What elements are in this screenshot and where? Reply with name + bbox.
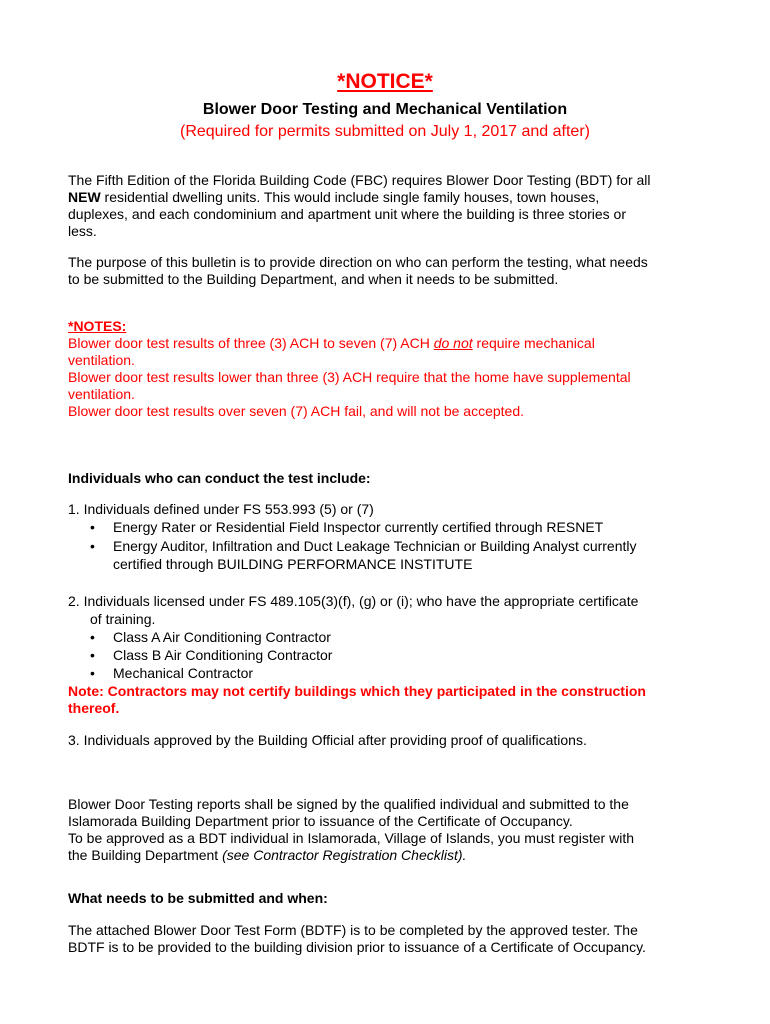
list-item-2: 2. Individuals licensed under FS 489.105(3)(f), (g) or (i); who have the appropriate certificate xyxy=(68,593,639,609)
list-bullet xyxy=(90,665,253,682)
note-line: Blower door test results over seven (7) ACH fail, and will not be accepted. xyxy=(68,403,524,419)
contractor-note-line: Note: Contractors may not certify buildings which they participated in the construction xyxy=(68,683,646,699)
list-item-3: 3. Individuals approved by the Building Official after providing proof of qualifications. xyxy=(68,732,587,748)
note-text: require mechanical xyxy=(472,335,595,351)
intro-line-text: residential dwelling units. This would include single family houses, town houses, xyxy=(100,189,600,205)
list-bullet xyxy=(90,629,331,646)
purpose-paragraph xyxy=(68,254,718,288)
bullet-icon: • xyxy=(90,665,95,681)
bullet-text: Energy Auditor, Infiltration and Duct Leakage Technician or Building Analyst currently xyxy=(113,538,637,554)
submission-heading: What needs to be submitted and when: xyxy=(68,890,328,906)
intro-paragraph xyxy=(68,172,718,240)
reports-line: Blower Door Testing reports shall be signed by the qualified individual and submitted to the xyxy=(68,796,629,812)
list-bullet xyxy=(90,647,332,664)
notes-section xyxy=(68,318,718,420)
bullet-text: Class A Air Conditioning Contractor xyxy=(113,629,331,645)
list-item-2-continuation: of training. xyxy=(90,611,156,627)
list-item-1: 1. Individuals defined under FS 553.993 (5) or (7) xyxy=(68,501,374,517)
notes-heading: *NOTES: xyxy=(68,318,127,334)
reports-line: Islamorada Building Department prior to issuance of the Certificate of Occupancy. xyxy=(68,813,573,829)
bullet-icon: • xyxy=(90,647,95,663)
reports-paragraph xyxy=(68,796,718,864)
intro-line: less. xyxy=(68,223,97,239)
individuals-heading: Individuals who can conduct the test include: xyxy=(68,470,371,486)
list-bullet xyxy=(90,538,637,555)
bullet-text-continuation: certified through BUILDING PERFORMANCE INSTITUTE xyxy=(113,556,473,572)
intro-line: The Fifth Edition of the Florida Building Code (FBC) requires Blower Door Testing (BDT) for all xyxy=(68,172,651,188)
note-text: Blower door test results of three (3) ACH to seven (7) ACH xyxy=(68,335,434,351)
note-line: Blower door test results lower than three (3) ACH require that the home have supplemental xyxy=(68,369,631,385)
purpose-line: The purpose of this bulletin is to provide direction on who can perform the testing, what needs xyxy=(68,254,648,270)
intro-line xyxy=(68,189,718,206)
purpose-line: to be submitted to the Building Department, and when it needs to be submitted. xyxy=(68,271,559,287)
bullet-icon: • xyxy=(90,538,95,554)
note-line: ventilation. xyxy=(68,386,135,402)
list-bullet xyxy=(90,519,603,536)
note-line xyxy=(68,335,718,352)
bullet-text: Energy Rater or Residential Field Inspector currently certified through RESNET xyxy=(113,519,604,535)
contractor-note-line: thereof. xyxy=(68,700,120,716)
note-line: ventilation. xyxy=(68,352,135,368)
reports-text: the Building Department xyxy=(68,847,223,863)
bullet-icon: • xyxy=(90,629,95,645)
submission-line: The attached Blower Door Test Form (BDTF) is to be completed by the approved tester. The xyxy=(68,922,638,938)
new-emphasis: NEW xyxy=(68,189,101,205)
submission-line: BDTF is to be provided to the building division prior to issuance of a Certificate of Occupancy. xyxy=(68,939,646,955)
do-not-emphasis: do not xyxy=(433,335,473,351)
contractor-note xyxy=(68,683,718,717)
reports-line xyxy=(68,847,718,864)
notice-title: *NOTICE* xyxy=(337,70,433,93)
checklist-reference: (see Contractor Registration Checklist). xyxy=(222,847,467,863)
intro-line: duplexes, and each condominium and apartment unit where the building is three stories or xyxy=(68,206,626,222)
bullet-icon: • xyxy=(90,519,95,535)
document-title: Blower Door Testing and Mechanical Ventilation xyxy=(202,101,568,118)
submission-paragraph xyxy=(68,922,718,956)
reports-line: To be approved as a BDT individual in Islamorada, Village of Islands, you must register with xyxy=(68,830,635,846)
bullet-text: Mechanical Contractor xyxy=(113,665,254,681)
requirement-date-note: (Required for permits submitted on July 1, 2017 and after) xyxy=(180,123,590,140)
bullet-text: Class B Air Conditioning Contractor xyxy=(113,647,333,663)
